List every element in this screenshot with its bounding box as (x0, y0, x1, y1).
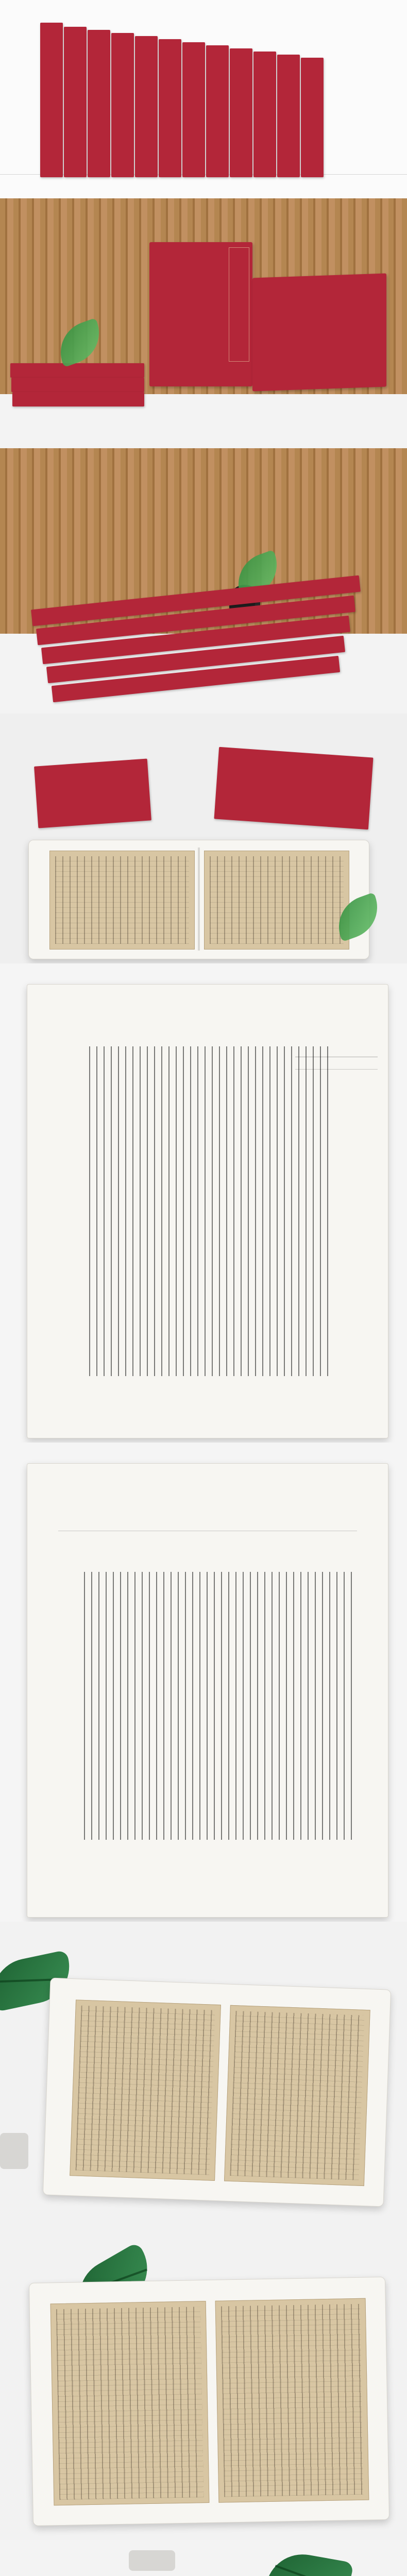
stacked-book (10, 363, 144, 378)
left-page-scan (70, 1999, 221, 2181)
right-page-scan (215, 2298, 369, 2503)
book-spine (253, 52, 276, 177)
book-spine (64, 27, 87, 177)
panel-page-closeup-1 (0, 963, 407, 1443)
book-spine (182, 42, 205, 177)
left-page-scan (49, 851, 195, 950)
book-spine (230, 48, 252, 177)
book-spine (206, 45, 229, 177)
stacked-book (12, 392, 144, 406)
fern-leaf (264, 2549, 353, 2576)
book-spine (159, 39, 181, 177)
panel-stack-with-vase (0, 448, 407, 714)
left-page-scan (50, 2301, 210, 2505)
open-book (43, 1978, 391, 2207)
closed-book (214, 747, 373, 830)
book-spine (135, 36, 158, 177)
book-spine (40, 23, 63, 177)
panel-open-book-1 (0, 714, 407, 963)
open-book (29, 2277, 389, 2526)
panel-open-book-3 (0, 2233, 407, 2540)
stone-decor (129, 2550, 175, 2571)
panel-page-closeup-2 (0, 1443, 407, 1922)
panel-spines-top (0, 0, 407, 198)
book-spine (88, 30, 110, 177)
book-spine (111, 33, 134, 177)
panel-open-book-2 (0, 1922, 407, 2233)
book-cover (252, 273, 386, 391)
book-spine (301, 58, 324, 177)
panel-books-on-wood (0, 198, 407, 448)
stone-decor (0, 2133, 28, 2169)
closed-book (34, 758, 151, 828)
page-text-columns (89, 1046, 331, 1376)
printed-page (27, 1463, 388, 1918)
book-cover (149, 242, 252, 386)
panel-open-book-4 (0, 2540, 407, 2576)
plant-decor (52, 318, 108, 368)
open-book (28, 840, 369, 959)
page-text-columns (84, 1572, 352, 1840)
stacked-book (11, 378, 144, 392)
right-page-scan (224, 2005, 370, 2186)
cover-label-frame (229, 247, 249, 362)
right-page-scan (204, 851, 349, 950)
printed-page (27, 984, 388, 1438)
book-spine (277, 55, 300, 177)
